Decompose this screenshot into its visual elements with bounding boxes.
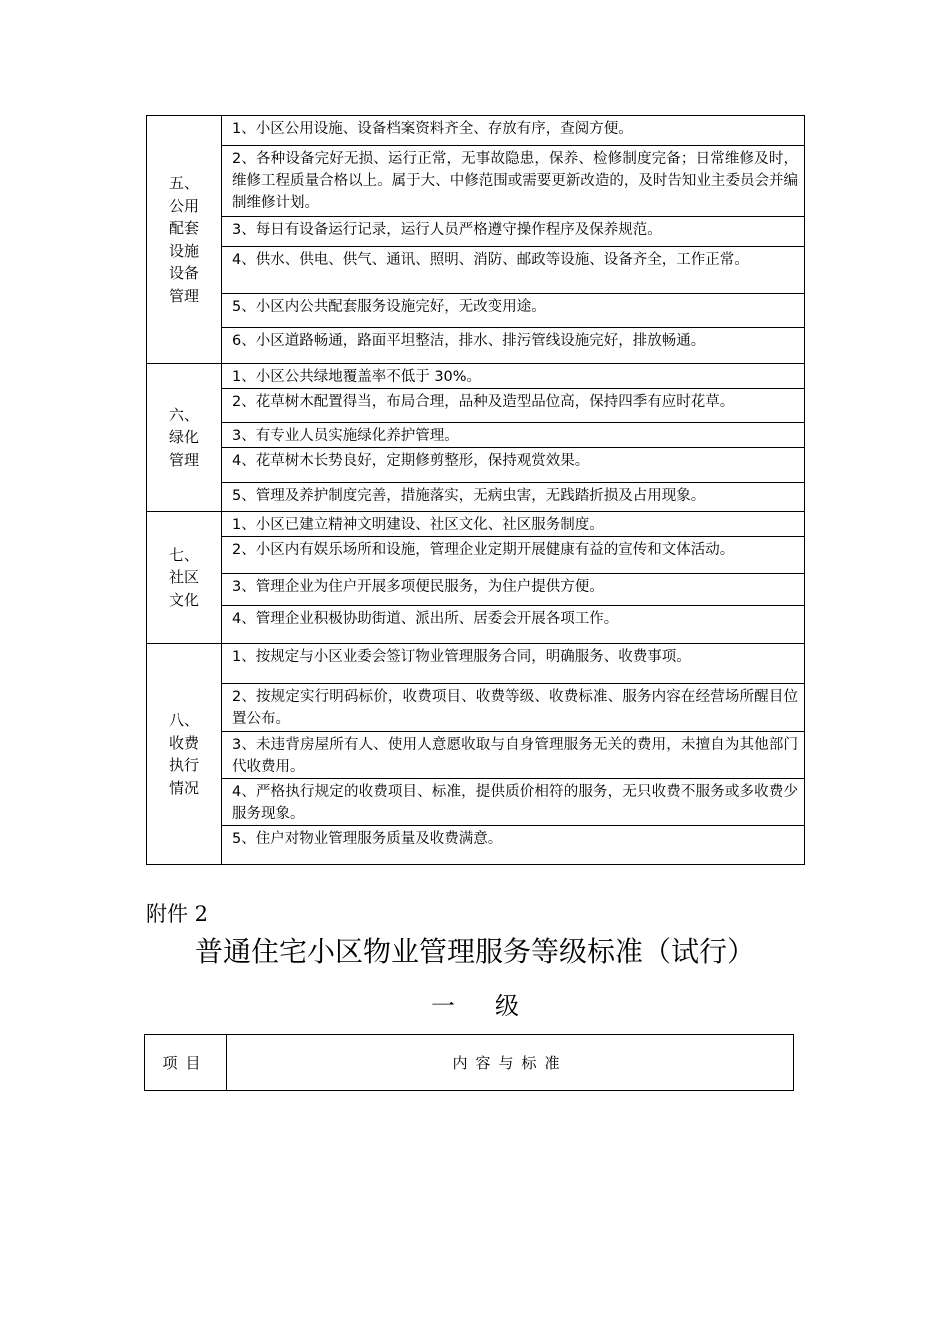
item-cell: 2、花草树木配置得当，布局合理，品种及造型品位高，保持四季有应时花草。 [222,389,805,423]
table-row [147,537,805,574]
grade-heading-part: 级 [495,992,519,1020]
item-cell: 4、严格执行规定的收费项目、标准，提供质价相符的服务，无只收费不服务或多收费少服务现象。 [222,779,805,826]
grade-standards-table [144,1034,794,1091]
section-name: 八、收费执行情况 [168,711,199,797]
section-name-cell [147,364,222,512]
item-cell: 5、住户对物业管理服务质量及收费满意。 [222,826,805,865]
table-row [147,146,805,217]
section-name: 五、公用配套设施设备管理 [168,174,199,305]
table-row [147,512,805,537]
section-name-cell [147,116,222,364]
table-row [147,606,805,644]
table-row [147,448,805,483]
item-cell: 1、小区公共绿地覆盖率不低于 30%。 [222,364,805,389]
item-cell: 2、各种设备完好无损、运行正常，无事故隐患，保养、检修制度完备；日常维修及时，维修工程质量合格以上。属于大、中修范围或需要更新改造的，及时告知业主委员会并编制维修计划。 [222,146,805,217]
table-row [147,217,805,247]
item-cell: 6、小区道路畅通，路面平坦整洁，排水、排污管线设施完好，排放畅通。 [222,328,805,364]
item-cell: 5、小区内公共配套服务设施完好，无改变用途。 [222,294,805,328]
item-cell: 4、供水、供电、供气、通讯、照明、消防、邮政等设施、设备齐全，工作正常。 [222,247,805,294]
section-name: 七、社区文化 [168,545,199,609]
column-header-content: 内容与标准 [227,1035,794,1091]
grade-heading [0,986,950,1021]
table-row [147,364,805,389]
attachment-label: 附件 2 [146,902,209,926]
table-row [147,116,805,146]
table-row [147,483,805,512]
item-cell: 4、花草树木长势良好，定期修剪整形，保持观赏效果。 [222,448,805,483]
table-row [147,644,805,684]
table-row [147,684,805,732]
item-cell: 1、小区公用设施、设备档案资料齐全、存放有序，查阅方便。 [222,116,805,146]
item-cell: 3、未违背房屋所有人、使用人意愿收取与自身管理服务无关的费用，未擅自为其他部门代收费用。 [222,732,805,779]
item-cell: 3、管理企业为住户开展多项便民服务，为住户提供方便。 [222,574,805,606]
table-row [147,826,805,865]
item-cell: 4、管理企业积极协助街道、派出所、居委会开展各项工作。 [222,606,805,644]
standards-table-continued [146,115,805,865]
item-cell: 1、按规定与小区业委会签订物业管理服务合同，明确服务、收费事项。 [222,644,805,684]
section-name-cell [147,644,222,865]
section-name-cell [147,512,222,644]
item-cell: 1、小区已建立精神文明建设、社区文化、社区服务制度。 [222,512,805,537]
table-row [147,389,805,423]
section-name: 六、绿化管理 [168,405,199,469]
table-header-row [145,1035,794,1091]
table-row [147,779,805,826]
table-row [147,574,805,606]
item-cell: 5、管理及养护制度完善，措施落实，无病虫害，无践踏折损及占用现象。 [222,483,805,512]
table-row [147,423,805,448]
item-cell: 2、按规定实行明码标价，收费项目、收费等级、收费标准、服务内容在经营场所醒目位置公布。 [222,684,805,732]
column-header-item: 项目 [145,1035,227,1091]
table-row [147,328,805,364]
table-row [147,294,805,328]
grade-heading-part: 一 [431,992,455,1020]
table-row [147,732,805,779]
document-title: 普通住宅小区物业管理服务等级标准（试行） [194,935,755,968]
table-row [147,247,805,294]
item-cell: 3、每日有设备运行记录，运行人员严格遵守操作程序及保养规范。 [222,217,805,247]
item-cell: 3、有专业人员实施绿化养护管理。 [222,423,805,448]
item-cell: 2、小区内有娱乐场所和设施，管理企业定期开展健康有益的宣传和文体活动。 [222,537,805,574]
